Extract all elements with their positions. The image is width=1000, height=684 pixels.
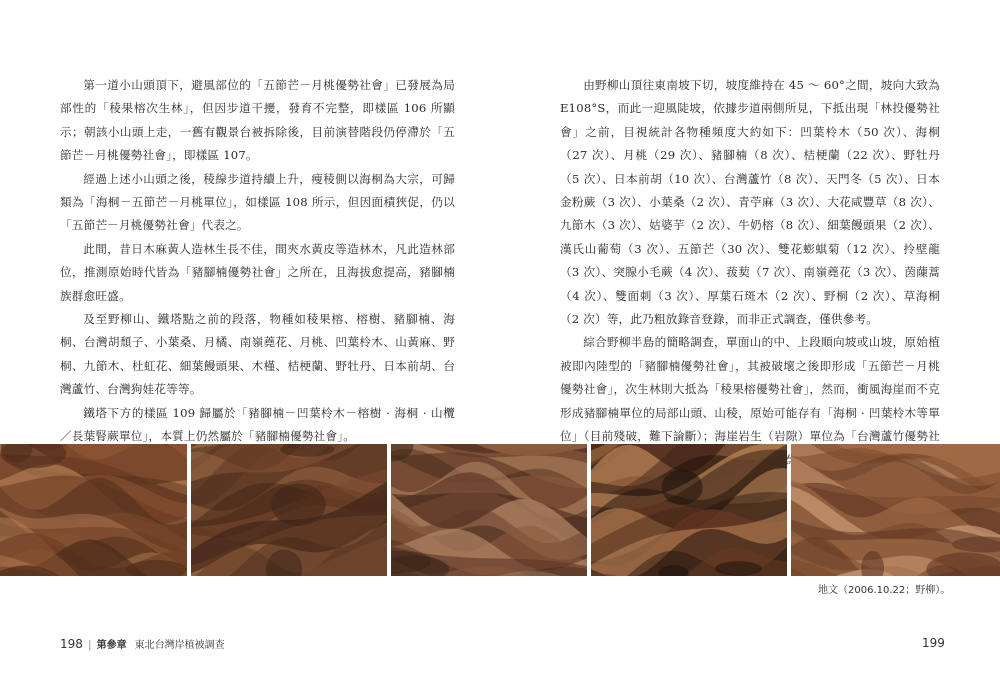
paragraph: 由野柳山頂往東南坡下切，坡度維持在 45 ～ 60°之間，坡向大致為 E108°S，而此一迎風陡坡，依據步道兩側所見，下抵出現「林投優勢社會」之前，目視統計各物種頻度大約如下：凹葉柃木（50 次）、海桐（27 次）、月桃（29 次）、豬腳楠（8 次）、桔梗蘭（22 次）、野牡丹（5 次）、日本前胡（10 次）、台灣蘆竹（8 次）、天門冬（5 次）、日本金粉蕨（3 次）、小葉桑（2 次）、青苧麻（3 次）、大花咸豐草（8 次）、九節木（3 次）、姑婆芋（2 次）、牛奶榕（8 次）、細葉饅頭果（2 次）、漢氏山葡萄（3 次）、五節芒（30 次）、雙花蟛蜞菊（12 次）、拎壁龍（3 次）、突腺小毛蕨（4 次）、菝葜（7 次）、南嶺蕘花（3 次）、茵蔯蒿（4 次）、雙面刺（3 次）、厚葉石斑木（2 次）、野桐（2 次）、草海桐（2 次）等，此乃粗放錄音登錄，而非正式調查，僅供參考。 <box>560 78 940 327</box>
sandstone-photo-4 <box>591 444 787 576</box>
chapter-label: 第參章 <box>96 640 127 651</box>
section-label: 東北台灣岸植被調查 <box>134 640 225 651</box>
paragraph: 第一道小山頭頂下，避風部位的「五節芒－月桃優勢社會」已發展為局部性的「稜果榕次生林」，但因步道干擾，發育不完整，即樣區 106 所顯示；朝該小山頭上走，一舊有觀景台被拆除後，目前演替階段仍停滯於「五節芒－月桃優勢社會」，即樣區 107。 <box>60 78 455 163</box>
photo-strip <box>0 444 1000 576</box>
paragraph: 及至野柳山、鐵塔點之前的段落，物種如稜果榕、榕樹、豬腳楠、海桐、台灣胡頹子、小葉桑、月橘、南嶺蕘花、月桃、凹葉柃木、山黃麻、野桐、九節木、杜虹花、細葉饅頭果、木槿、桔梗蘭、野牡丹、日本前胡、台灣蘆竹、台灣狗娃花等等。 <box>60 312 455 397</box>
paragraph: 經過上述小山頭之後，稜線步道持續上升，瘦稜側以海桐為大宗，可歸類為「海桐－五節芒－月桃單位」，如樣區 108 所示，但因面積狹促，仍以「五節芒－月桃優勢社會」代表之。 <box>60 171 455 233</box>
left-folio <box>60 636 225 651</box>
left-text-column <box>60 74 455 449</box>
sandstone-photo-1 <box>0 444 187 576</box>
right-folio <box>922 636 945 650</box>
sandstone-photo-2 <box>191 444 387 576</box>
right-page-number: 199 <box>922 636 945 650</box>
paragraph: 此間，昔日木麻黃人造林生長不佳，間夾水黃皮等造林木，凡此造林部位，推測原始時代皆為「豬腳楠優勢社會」之所在，且海拔愈提高，豬腳楠族群愈旺盛。 <box>60 241 455 303</box>
paragraph: 鐵塔下方的樣區 109 歸屬於「豬腳楠－凹葉柃木－榕樹 · 海桐 · 山欖／長葉腎蕨單位」，本質上仍然屬於「豬腳楠優勢社會」。 <box>60 405 455 444</box>
sandstone-photo-3 <box>391 444 587 576</box>
sandstone-photo-5 <box>791 444 1000 576</box>
left-page-number: 198 <box>60 637 83 651</box>
photo-caption: 地文（2006.10.22；野柳）。 <box>818 585 951 596</box>
folio-separator: | <box>87 638 92 651</box>
paragraph: 綜合野柳半島的簡略調查，單面山的中、上段順向坡或山坡，原始植被即內陸型的「豬腳楠優勢社會」，其被破壞之後即形成「五節芒－月桃優勢社會」，次生林則大抵為「稜果榕優勢社會」，然而，衝風海崖而不克形成豬腳楠單位的局部山頭、山稜，原始可能存有「海桐 · 凹葉柃木等單位」（目前殘破，難下論斷）；海崖岩生（岩隙）單位為「台灣蘆竹優勢社 勢社會」為代表；小 <box>560 335 940 467</box>
right-text-column <box>560 74 940 495</box>
